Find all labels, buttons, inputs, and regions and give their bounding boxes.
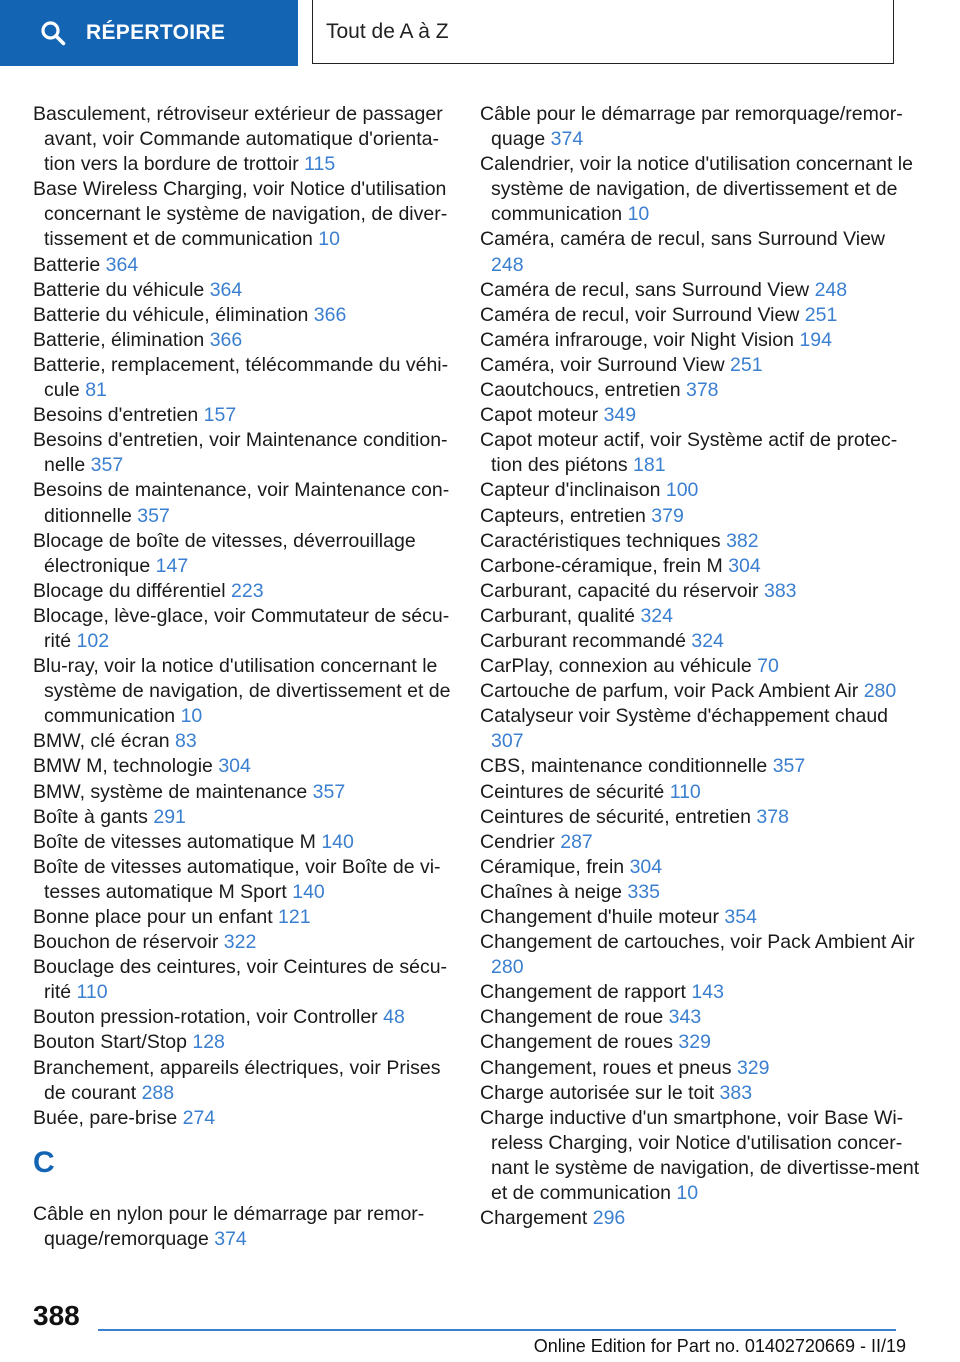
index-entry bbox=[480, 754, 920, 779]
index-entry bbox=[480, 880, 920, 905]
search-icon bbox=[40, 20, 66, 46]
index-entry bbox=[33, 905, 453, 930]
index-entry-text: Caoutchoucs, entretien bbox=[480, 379, 681, 402]
index-tab-label: RÉPERTOIRE bbox=[86, 21, 226, 44]
index-entry bbox=[33, 278, 453, 303]
index-entry bbox=[33, 654, 453, 729]
index-entry bbox=[33, 353, 453, 403]
page-link[interactable]: 354 bbox=[724, 906, 757, 928]
index-entry bbox=[33, 1005, 453, 1030]
index-entry-text: Céramique, frein bbox=[480, 855, 625, 878]
index-entry-text: Calendrier, voir la notice d'utilisation concernant le système de navigation, de divertissement et de communication bbox=[480, 153, 913, 226]
index-entry-text: Changement de roue bbox=[480, 1006, 664, 1029]
index-entry bbox=[480, 328, 920, 353]
page-link[interactable]: 248 bbox=[814, 278, 848, 301]
index-entry-text: CBS, maintenance conditionnelle bbox=[480, 755, 768, 778]
index-entry bbox=[33, 604, 453, 654]
index-entry-text: Capot moteur actif, voir Système actif de protec-tion des piétons bbox=[480, 429, 898, 477]
page-link[interactable]: 288 bbox=[141, 1081, 175, 1104]
index-entry bbox=[480, 1005, 920, 1030]
index-entry-text: Bouchon de réservoir bbox=[33, 931, 219, 954]
index-entry bbox=[480, 428, 920, 478]
index-entry bbox=[33, 855, 453, 905]
page-link[interactable]: 324 bbox=[640, 604, 673, 627]
page-link[interactable]: 140 bbox=[321, 830, 354, 853]
index-entry bbox=[33, 102, 453, 177]
page-link[interactable]: 366 bbox=[313, 303, 347, 326]
index-entry-text: Boîte de vitesses automatique M bbox=[33, 830, 316, 853]
index-entry bbox=[33, 805, 453, 830]
page-link[interactable]: 357 bbox=[312, 780, 346, 803]
index-entry bbox=[480, 780, 920, 805]
index-entry bbox=[33, 1106, 453, 1131]
page-link[interactable]: 364 bbox=[105, 253, 139, 276]
index-entry-text: Carburant recommandé bbox=[480, 629, 686, 652]
index-entry-text: Cartouche de parfum, voir Pack Ambient Air bbox=[480, 680, 859, 703]
footer-divider bbox=[98, 1329, 896, 1331]
index-entry-text: Câble en nylon pour le démarrage par remor-quage/remorquage bbox=[33, 1202, 425, 1250]
page-link[interactable]: 83 bbox=[174, 730, 197, 753]
page-link[interactable]: 304 bbox=[218, 755, 251, 778]
index-entry-text: Blocage de boîte de vitesses, déverrouillage électronique bbox=[33, 529, 416, 577]
index-entry bbox=[33, 529, 453, 579]
index-entry bbox=[480, 704, 920, 754]
index-entry bbox=[480, 830, 920, 855]
index-entry-text: Boîte à gants bbox=[33, 805, 148, 828]
index-entry-text: Batterie du véhicule bbox=[33, 278, 205, 301]
page-link[interactable]: 383 bbox=[763, 579, 797, 602]
page-link[interactable]: 251 bbox=[804, 303, 838, 326]
index-entry bbox=[480, 654, 920, 679]
page-link[interactable]: 335 bbox=[627, 880, 660, 903]
page-link[interactable]: 280 bbox=[863, 680, 897, 703]
page-link[interactable]: 181 bbox=[633, 454, 666, 477]
index-entry-text: Buée, pare-brise bbox=[33, 1106, 178, 1129]
index-entry-text: Caméra, voir Surround View bbox=[480, 353, 725, 376]
page-link[interactable]: 329 bbox=[678, 1031, 711, 1054]
index-entry-text: Caméra de recul, voir Surround View bbox=[480, 303, 800, 326]
index-list-right bbox=[480, 102, 920, 1231]
index-entry bbox=[33, 930, 453, 955]
index-entry-text: CarPlay, connexion au véhicule bbox=[480, 655, 752, 678]
index-entry bbox=[480, 1206, 920, 1231]
index-entry-text: Bouton pression-rotation, voir Controller bbox=[33, 1006, 378, 1029]
index-entry-text: Blocage du différentiel bbox=[33, 579, 226, 602]
page-link[interactable]: 329 bbox=[736, 1056, 770, 1079]
index-entry bbox=[480, 227, 920, 277]
page-link[interactable]: 110 bbox=[669, 780, 701, 803]
page-link[interactable]: 10 bbox=[318, 228, 340, 251]
page-link[interactable]: 70 bbox=[757, 655, 779, 678]
page-link[interactable]: 110 bbox=[76, 981, 108, 1004]
index-list-left-after bbox=[33, 1202, 453, 1252]
index-entry bbox=[480, 1056, 920, 1081]
index-entry bbox=[480, 554, 920, 579]
index-entry bbox=[480, 378, 920, 403]
index-column-left bbox=[33, 102, 453, 1252]
index-entry-text: Chaînes à neige bbox=[480, 880, 623, 903]
page-link[interactable]: 324 bbox=[691, 629, 724, 652]
page-link[interactable]: 322 bbox=[223, 931, 257, 954]
index-entry bbox=[33, 955, 453, 1005]
index-entry-text: Carbone-céramique, frein M bbox=[480, 554, 723, 577]
page-link[interactable]: 291 bbox=[153, 805, 186, 828]
index-entry-text: Charge inductive d'un smartphone, voir Base Wi-reless Charging, voir Notice d'utilisation concer-nant le système de navigation, de divertisse-ment et de communication bbox=[480, 1106, 920, 1205]
page-link[interactable]: 248 bbox=[491, 253, 524, 276]
index-entry bbox=[480, 905, 920, 930]
index-entry-text: Changement de roues bbox=[480, 1031, 673, 1054]
index-entry-text: Besoins d'entretien, voir Maintenance condition-nelle bbox=[33, 429, 448, 477]
index-entry-text: Charge autorisée sur le toit bbox=[480, 1081, 715, 1104]
page-link[interactable]: 251 bbox=[730, 353, 763, 376]
page-link[interactable]: 343 bbox=[668, 1006, 702, 1029]
page-link[interactable]: 115 bbox=[304, 153, 336, 176]
page-link[interactable]: 366 bbox=[209, 328, 243, 351]
index-entry-text: Changement de cartouches, voir Pack Ambient Air bbox=[480, 931, 915, 954]
index-entry bbox=[33, 1202, 453, 1252]
page-link[interactable]: 274 bbox=[182, 1106, 216, 1129]
index-entry-text: Ceintures de sécurité bbox=[480, 780, 665, 803]
index-entry bbox=[33, 729, 453, 754]
index-entry-text: Câble pour le démarrage par remorquage/remor-quage bbox=[480, 103, 903, 151]
index-column-right bbox=[480, 102, 920, 1231]
index-entry-text: Branchement, appareils électriques, voir Prises de courant bbox=[33, 1056, 441, 1104]
page-link[interactable]: 143 bbox=[691, 981, 724, 1004]
index-entry bbox=[480, 629, 920, 654]
index-entry bbox=[33, 1030, 453, 1055]
index-entry bbox=[480, 579, 920, 604]
page-link[interactable]: 307 bbox=[491, 730, 524, 753]
index-entry bbox=[480, 679, 920, 704]
page-link[interactable]: 378 bbox=[685, 379, 719, 402]
index-entry bbox=[480, 353, 920, 378]
index-entry-text: BMW, système de maintenance bbox=[33, 780, 308, 803]
index-list-left bbox=[33, 102, 453, 1131]
index-entry-text: Batterie du véhicule, élimination bbox=[33, 303, 309, 326]
index-entry bbox=[480, 1030, 920, 1055]
index-entry bbox=[480, 152, 920, 227]
index-entry-text: BMW M, technologie bbox=[33, 755, 213, 778]
index-entry bbox=[33, 303, 453, 328]
index-entry-text: Besoins d'entretien bbox=[33, 404, 199, 427]
page-link[interactable]: 357 bbox=[772, 755, 806, 778]
index-entry bbox=[33, 403, 453, 428]
index-entry bbox=[33, 428, 453, 478]
breadcrumb-title: Tout de A à Z bbox=[326, 20, 449, 43]
index-entry bbox=[33, 177, 453, 252]
section-letter: C bbox=[33, 1145, 55, 1179]
page-link[interactable]: 382 bbox=[726, 529, 759, 552]
index-entry bbox=[480, 855, 920, 880]
index-entry-text: Caméra, caméra de recul, sans Surround View bbox=[480, 228, 885, 251]
index-entry bbox=[33, 579, 453, 604]
index-entry bbox=[480, 604, 920, 629]
page-link[interactable]: 378 bbox=[756, 805, 789, 828]
index-entry-text: Changement de rapport bbox=[480, 981, 686, 1004]
page-link[interactable]: 304 bbox=[728, 554, 761, 577]
index-entry-text: BMW, clé écran bbox=[33, 730, 170, 753]
index-entry-text: Batterie bbox=[33, 253, 101, 276]
index-entry bbox=[33, 830, 453, 855]
page-link[interactable]: 287 bbox=[560, 830, 593, 853]
page-link[interactable]: 147 bbox=[155, 554, 189, 577]
index-entry-text: Besoins de maintenance, voir Maintenance con-ditionnelle bbox=[33, 479, 450, 527]
page-link[interactable]: 121 bbox=[278, 906, 311, 928]
index-entry-text: Basculement, rétroviseur extérieur de passager avant, voir Commande automatique d'orienta-tion vers la bordure de trottoir bbox=[33, 103, 443, 176]
page-link[interactable]: 379 bbox=[651, 504, 684, 527]
index-entry bbox=[33, 478, 453, 528]
page-link[interactable]: 223 bbox=[231, 579, 264, 602]
page-link[interactable]: 140 bbox=[292, 880, 325, 903]
edition-text: Online Edition for Part no. 01402720669 - II/19 bbox=[533, 1336, 906, 1356]
page-link[interactable]: 296 bbox=[592, 1207, 626, 1230]
index-entry bbox=[33, 780, 453, 805]
index-entry bbox=[480, 303, 920, 328]
page-link[interactable]: 374 bbox=[550, 128, 584, 151]
index-entry bbox=[480, 403, 920, 428]
index-entry bbox=[480, 980, 920, 1005]
index-entry-text: Changement d'huile moteur bbox=[480, 906, 719, 928]
index-entry-text: Boîte de vitesses automatique, voir Boîte de vi-tesses automatique M Sport bbox=[33, 855, 441, 903]
page-link[interactable]: 304 bbox=[629, 855, 663, 878]
index-entry bbox=[480, 805, 920, 830]
index-entry-text: Batterie, élimination bbox=[33, 328, 205, 351]
index-entry bbox=[33, 1056, 453, 1106]
index-entry-text: Capteurs, entretien bbox=[480, 504, 646, 527]
index-entry-text: Bonne place pour un enfant bbox=[33, 906, 273, 928]
page-link[interactable]: 10 bbox=[180, 705, 203, 728]
page-link[interactable]: 100 bbox=[665, 479, 699, 502]
index-entry-text: Base Wireless Charging, voir Notice d'utilisation concernant le système de navigation, de diver-tissement et de communication bbox=[33, 178, 448, 251]
page-link[interactable]: 357 bbox=[90, 454, 124, 477]
top-bar bbox=[0, 0, 960, 66]
page-link[interactable]: 364 bbox=[209, 278, 243, 301]
index-entry-text: Bouton Start/Stop bbox=[33, 1031, 187, 1054]
page-link[interactable]: 102 bbox=[76, 629, 110, 652]
index-entry-text: Caméra infrarouge, voir Night Vision bbox=[480, 328, 794, 351]
index-entry bbox=[33, 754, 453, 779]
page-number: 388 bbox=[33, 1300, 80, 1331]
index-entry bbox=[480, 1106, 920, 1206]
index-entry-text: Blocage, lève-glace, voir Commutateur de sécu-rité bbox=[33, 604, 450, 652]
page-link[interactable]: 81 bbox=[85, 379, 107, 402]
page-link[interactable]: 48 bbox=[383, 1006, 405, 1029]
page-link[interactable]: 128 bbox=[192, 1031, 225, 1054]
index-entry bbox=[480, 930, 920, 980]
index-entry bbox=[480, 1081, 920, 1106]
index-entry-text: Blu-ray, voir la notice d'utilisation concernant le système de navigation, de divertissement et de communication bbox=[33, 655, 451, 728]
page-link[interactable]: 357 bbox=[137, 504, 170, 527]
page-link[interactable]: 10 bbox=[676, 1182, 699, 1205]
index-entry bbox=[480, 478, 920, 503]
page-link[interactable]: 349 bbox=[603, 404, 637, 427]
index-entry-text: Capot moteur bbox=[480, 404, 599, 427]
page-link[interactable]: 374 bbox=[214, 1227, 247, 1250]
index-entry bbox=[480, 504, 920, 529]
index-entry-text: Catalyseur voir Système d'échappement chaud bbox=[480, 705, 889, 728]
index-entry bbox=[480, 102, 920, 152]
page-link[interactable]: 280 bbox=[491, 956, 524, 979]
index-entry-text: Bouclage des ceintures, voir Ceintures de sécu-rité bbox=[33, 956, 448, 1004]
index-entry bbox=[33, 253, 453, 278]
page-link[interactable]: 157 bbox=[203, 404, 237, 427]
index-entry-text: Ceintures de sécurité, entretien bbox=[480, 805, 751, 828]
index-entry-text: Caméra de recul, sans Surround View bbox=[480, 278, 810, 301]
index-entry-text: Caractéristiques techniques bbox=[480, 529, 721, 552]
index-entry-text: Cendrier bbox=[480, 830, 555, 853]
index-entry-text: Chargement bbox=[480, 1207, 588, 1230]
index-entry-text: Carburant, capacité du réservoir bbox=[480, 579, 759, 602]
index-entry-text: Batterie, remplacement, télécommande du véhi-cule bbox=[33, 353, 449, 402]
breadcrumb bbox=[312, 0, 894, 64]
index-entry bbox=[480, 529, 920, 554]
index-entry-text: Capteur d'inclinaison bbox=[480, 479, 661, 502]
page-link[interactable]: 194 bbox=[799, 328, 832, 351]
index-search-tab[interactable] bbox=[0, 0, 298, 66]
index-entry-text: Changement, roues et pneus bbox=[480, 1056, 732, 1079]
index-entry-text: Carburant, qualité bbox=[480, 604, 636, 627]
index-entry bbox=[480, 278, 920, 303]
page-link[interactable]: 10 bbox=[627, 203, 650, 226]
index-entry bbox=[33, 328, 453, 353]
page-link[interactable]: 383 bbox=[719, 1081, 753, 1104]
